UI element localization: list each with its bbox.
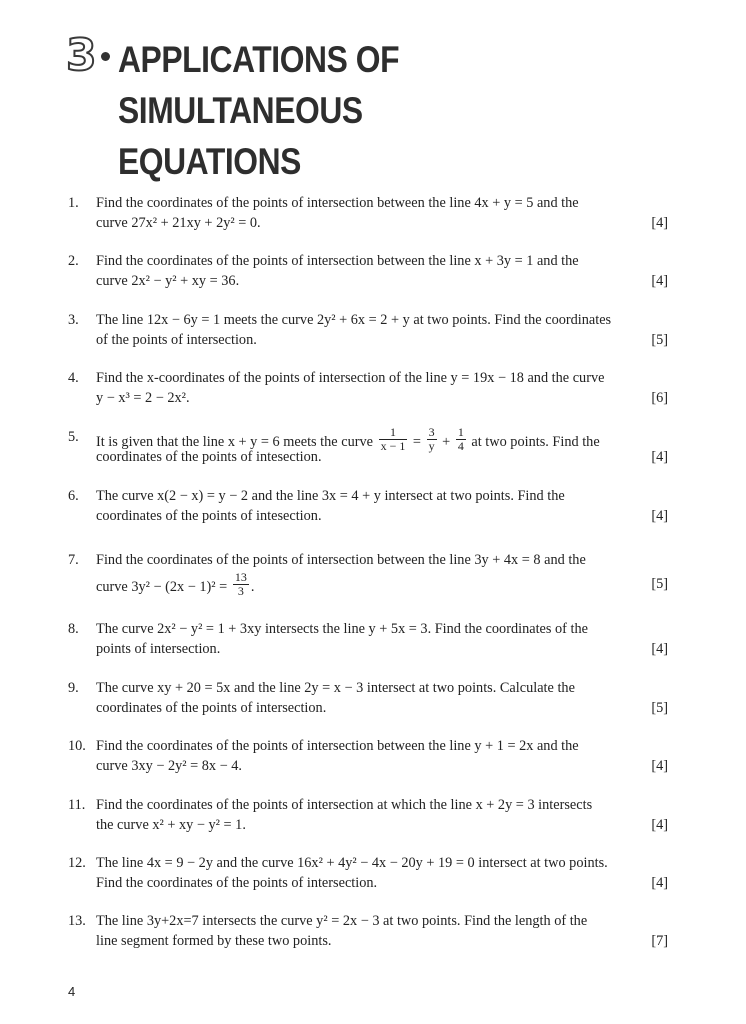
question-marks: [5] xyxy=(651,700,668,716)
question-number: 10. xyxy=(68,738,86,754)
chapter-title-line2: EQUATIONS xyxy=(118,141,301,182)
chapter-title xyxy=(118,34,634,187)
question-marks: [4] xyxy=(651,449,668,465)
question-text-line1: The line 3y+2x=7 intersects the curve y² = 2x − 3 at two points. Find the length of the xyxy=(96,913,588,929)
question-text-line1: Find the coordinates of the points of intersection between the line x + 3y = 1 and the xyxy=(96,253,579,269)
question-number: 1. xyxy=(68,195,79,211)
question-marks: [7] xyxy=(651,933,668,949)
fraction-denominator: y xyxy=(428,439,435,453)
question-text: It is given that the line x + y = 6 meets the curve xyxy=(96,433,373,450)
fraction-numerator: 3 xyxy=(428,425,435,439)
question-number: 4. xyxy=(68,370,79,386)
question-text: at two points. Find the xyxy=(471,433,600,450)
question-text-line2: of the points of intersection. xyxy=(96,332,257,348)
question-marks: [4] xyxy=(651,758,668,774)
question-text-line1: Find the coordinates of the points of intersection at which the line x + 2y = 3 intersects xyxy=(96,797,593,813)
fraction-numerator: 13 xyxy=(234,570,247,584)
question-text-line1: Find the x-coordinates of the points of intersection of the line y = 19x − 18 and the curve xyxy=(96,370,605,386)
question-number: 2. xyxy=(68,253,79,269)
bullet-dot xyxy=(101,52,110,61)
question-marks: [4] xyxy=(651,215,668,231)
question-number: 9. xyxy=(68,680,79,696)
fraction xyxy=(233,571,249,598)
question-number: 12. xyxy=(68,855,86,871)
question-text: curve 3y² − (2x − 1)² = xyxy=(96,578,228,595)
fraction xyxy=(456,426,466,453)
question-text-line1: The curve 2x² − y² = 1 + 3xy intersects the line y + 5x = 3. Find the coordinates of the xyxy=(96,621,588,637)
question-text-line2: coordinates of the points of intesection. xyxy=(96,449,322,465)
question-marks: [4] xyxy=(651,641,668,657)
question-text-line1: Find the coordinates of the points of intersection between the line 3y + 4x = 8 and the xyxy=(96,552,586,568)
question-marks: [4] xyxy=(651,875,668,891)
question-number: 11. xyxy=(68,797,86,813)
question-text: . xyxy=(250,578,255,595)
question-text-line2 xyxy=(96,570,255,601)
question-marks: [6] xyxy=(651,390,668,406)
fraction-numerator: 1 xyxy=(457,425,464,439)
equals-sign: = xyxy=(412,433,421,450)
question-text-line2: points of intersection. xyxy=(96,641,221,657)
chapter-title-line1: APPLICATIONS OF SIMULTANEOUS xyxy=(118,39,400,131)
question-marks: [5] xyxy=(651,332,668,348)
fraction xyxy=(379,426,408,453)
question-text-line2: curve 2x² − y² + xy = 36. xyxy=(96,273,240,289)
question-text-line2: curve 27x² + 21xy + 2y² = 0. xyxy=(96,215,261,231)
question-text-line1: Find the coordinates of the points of intersection between the line y + 1 = 2x and the xyxy=(96,738,579,754)
question-marks: [4] xyxy=(651,273,668,289)
question-number: 3. xyxy=(68,312,79,328)
question-text-line2: coordinates of the points of intesection. xyxy=(96,508,322,524)
question-marks: [5] xyxy=(651,576,668,592)
question-text-line2: the curve x² + xy − y² = 1. xyxy=(96,817,246,833)
question-number: 8. xyxy=(68,621,79,637)
fraction-denominator: 3 xyxy=(237,584,244,598)
question-marks: [4] xyxy=(651,508,668,524)
question-number: 13. xyxy=(68,913,86,929)
question-text-line1: The curve xy + 20 = 5x and the line 2y = x − 3 intersect at two points. Calculate the xyxy=(96,680,575,696)
fraction xyxy=(427,426,437,453)
plus-sign: + xyxy=(442,433,451,450)
question-marks: [4] xyxy=(651,817,668,833)
question-text-line2: line segment formed by these two points. xyxy=(96,933,332,949)
question-text-line1: The line 12x − 6y = 1 meets the curve 2y² + 6x = 2 + y at two points. Find the coordinates xyxy=(96,312,612,328)
question-number: 7. xyxy=(68,552,79,568)
question-text-line1: The curve x(2 − x) = y − 2 and the line 3x = 4 + y intersect at two points. Find the xyxy=(96,488,565,504)
question-text-line1: The line 4x = 9 − 2y and the curve 16x² + 4y² − 4x − 20y + 19 = 0 intersect at two points. xyxy=(96,855,608,871)
fraction-numerator: 1 xyxy=(379,426,408,440)
question-text-line2: curve 3xy − 2y² = 8x − 4. xyxy=(96,758,243,774)
page-number: 4 xyxy=(68,984,76,999)
question-number: 5. xyxy=(68,429,79,445)
question-text-line2: y − x³ = 2 − 2x². xyxy=(96,390,190,406)
fraction-denominator: x − 1 xyxy=(380,439,406,453)
question-number: 6. xyxy=(68,488,79,504)
fraction-denominator: 4 xyxy=(457,439,464,453)
question-text-line2: coordinates of the points of intersection. xyxy=(96,700,327,716)
question-text-line2: Find the coordinates of the points of intersection. xyxy=(96,875,378,891)
chapter-number: 3 xyxy=(66,30,97,81)
question-text-line1: Find the coordinates of the points of intersection between the line 4x + y = 5 and the xyxy=(96,195,579,211)
